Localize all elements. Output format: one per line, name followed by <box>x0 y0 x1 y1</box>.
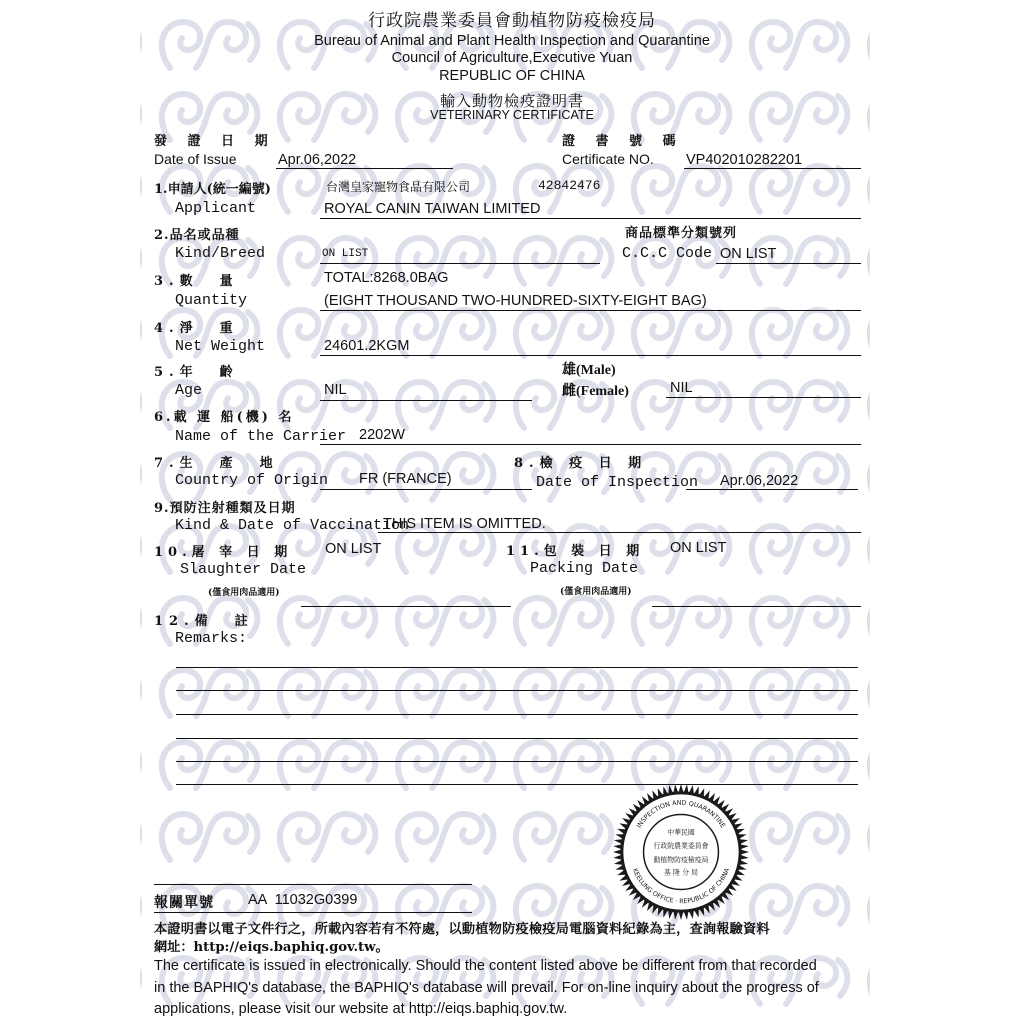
customs-bottom-line <box>154 912 472 913</box>
packing-underline <box>652 606 861 607</box>
council-name: Council of Agriculture,Executive Yuan <box>391 50 633 66</box>
vaccination-label-en: Kind & Date of Vaccination <box>175 517 410 534</box>
vaccination-underline <box>378 532 861 533</box>
seal-line-1: 中華民國 <box>667 828 695 837</box>
weight-value: 24601.2KGM <box>324 338 410 354</box>
issue-date-underline <box>276 168 453 169</box>
packing-label-cn: 11.包 裝 日 期 <box>506 544 645 559</box>
applicant-label-en: Applicant <box>175 200 257 217</box>
inspection-value: Apr.06,2022 <box>720 473 799 489</box>
weight-underline <box>320 355 861 356</box>
cert-number-label-cn: 證 書 號 碼 <box>562 134 684 149</box>
quantity-label-en: Quantity <box>175 292 248 309</box>
weight-label-en: Net Weight <box>175 338 266 355</box>
quantity-label-cn: 3.數 量 <box>154 274 239 289</box>
cert-number-value: VP402010282201 <box>686 152 803 168</box>
note-en-line-3: applications, please visit our website at http://eiqs.baphiq.gov.tw. <box>154 1001 568 1017</box>
age-label-cn: 5.年 齡 <box>154 365 239 380</box>
remarks-line <box>176 714 858 715</box>
quantity-value: TOTAL:8268.0BAG <box>324 270 449 286</box>
note-en-line-1: The certificate is issued in electronically. Should the content listed above be different from that recorded <box>154 958 817 974</box>
vaccination-label-cn: 9.預防注射種類及日期 <box>154 501 296 516</box>
remarks-line <box>176 738 858 739</box>
issue-date-value: Apr.06,2022 <box>278 152 357 168</box>
applicant-id: 42842476 <box>538 178 601 193</box>
remarks-line <box>176 784 858 785</box>
female-label: 雌(Female) <box>562 384 629 399</box>
ccc-underline <box>716 263 861 264</box>
agency-name-cn: 行政院農業委員會動植物防疫檢疫局 <box>368 11 656 31</box>
origin-value: FR (FRANCE) <box>359 471 452 487</box>
customs-value: AA 11032G0399 <box>248 892 358 908</box>
ccc-label-en: C.C.C Code <box>622 245 713 262</box>
seal-line-4: 基 隆 分 局 <box>663 868 699 877</box>
seal-line-3: 動植物防疫檢疫局 <box>653 855 709 864</box>
female-value: NIL <box>670 380 693 396</box>
origin-label-en: Country of Origin <box>175 472 329 489</box>
inspection-label-en: Date of Inspection <box>536 474 699 491</box>
applicant-value: ROYAL CANIN TAIWAN LIMITED <box>324 201 541 217</box>
carrier-underline <box>320 444 861 445</box>
note-cn-line-2: 網址：http://eiqs.baphiq.gov.tw。 <box>154 940 389 955</box>
inspection-underline <box>686 489 858 490</box>
weight-label-cn: 4.淨 重 <box>154 321 239 336</box>
remarks-line <box>176 761 858 762</box>
origin-underline <box>320 489 532 490</box>
remarks-label-cn: 12.備 註 <box>154 614 254 629</box>
kind-underline <box>320 263 600 264</box>
age-value: NIL <box>324 382 347 398</box>
certificate-title-en: VETERINARY CERTIFICATE <box>430 108 594 122</box>
kind-label-en: Kind/Breed <box>175 245 266 262</box>
country-name: REPUBLIC OF CHINA <box>439 68 585 84</box>
age-label-en: Age <box>175 382 203 399</box>
remarks-line <box>176 690 858 691</box>
slaughter-label-en: Slaughter Date <box>180 561 307 578</box>
customs-top-line <box>154 884 472 885</box>
inspection-label-cn: 8.檢 疫 日 期 <box>514 456 648 471</box>
female-underline <box>666 397 861 398</box>
certificate-title-cn: 輸入動物檢疫證明書 <box>439 92 584 110</box>
vaccination-value: THIS ITEM IS OMITTED. <box>383 516 546 532</box>
official-seal <box>612 783 750 921</box>
packing-note: (僅食用肉品適用) <box>560 587 632 597</box>
slaughter-value: ON LIST <box>325 541 382 557</box>
cert-number-label-en: Certificate NO. <box>562 151 654 167</box>
carrier-label-cn: 6.載 運 船(機) 名 <box>154 410 295 425</box>
applicant-underline <box>320 218 861 219</box>
age-underline <box>320 400 532 401</box>
slaughter-note: (僅食用肉品適用) <box>208 588 280 598</box>
seal-ring-top: INSPECTION AND QUARANTINE <box>634 798 728 830</box>
slaughter-underline <box>301 606 511 607</box>
kind-label-cn: 2.品名或品種 <box>154 228 240 243</box>
packing-label-en: Packing Date <box>530 560 639 577</box>
kind-value: ON LIST <box>322 248 369 260</box>
carrier-value: 2202W <box>359 427 405 443</box>
origin-label-cn: 7.生 產 地 <box>154 456 279 471</box>
seal-ring-bottom: KEELUNG OFFICE · REPUBLIC OF CHINA <box>630 867 732 906</box>
cert-number-underline <box>684 168 861 169</box>
packing-value: ON LIST <box>670 540 727 556</box>
seal-line-2: 行政院農業委員會 <box>653 842 709 851</box>
male-label: 雄(Male) <box>562 363 616 378</box>
quantity-underline <box>320 310 861 311</box>
issue-date-label-cn: 發 證 日 期 <box>154 134 276 149</box>
carrier-label-en: Name of the Carrier <box>175 428 347 445</box>
quantity-words: (EIGHT THOUSAND TWO-HUNDRED-SIXTY-EIGHT BAG) <box>324 293 707 309</box>
remarks-label-en: Remarks: <box>175 630 248 647</box>
ccc-value: ON LIST <box>720 246 777 262</box>
issue-date-label-en: Date of Issue <box>154 151 237 167</box>
slaughter-label-cn: 10.屠 宰 日 期 <box>154 545 293 560</box>
applicant-name-cn: 台灣皇家寵物食品有限公司 <box>326 180 471 194</box>
ccc-label-cn: 商品標準分類號列 <box>625 226 738 241</box>
note-cn-line-1: 本證明書以電子文件行之，所載內容若有不符處，以動植物防疫檢疫局電腦資料紀錄為主，查詢報驗資料 <box>154 922 770 937</box>
note-en-line-2: in the BAPHIQ's database, the BAPHIQ's database will prevail. For on-line inquiry about the progress of <box>154 980 819 996</box>
customs-label: 報關單號 <box>154 895 214 911</box>
agency-name-en: Bureau of Animal and Plant Health Inspection and Quarantine <box>314 33 710 49</box>
remarks-line <box>176 667 858 668</box>
applicant-label-cn: 1.申請人(統一編號) <box>154 182 271 197</box>
